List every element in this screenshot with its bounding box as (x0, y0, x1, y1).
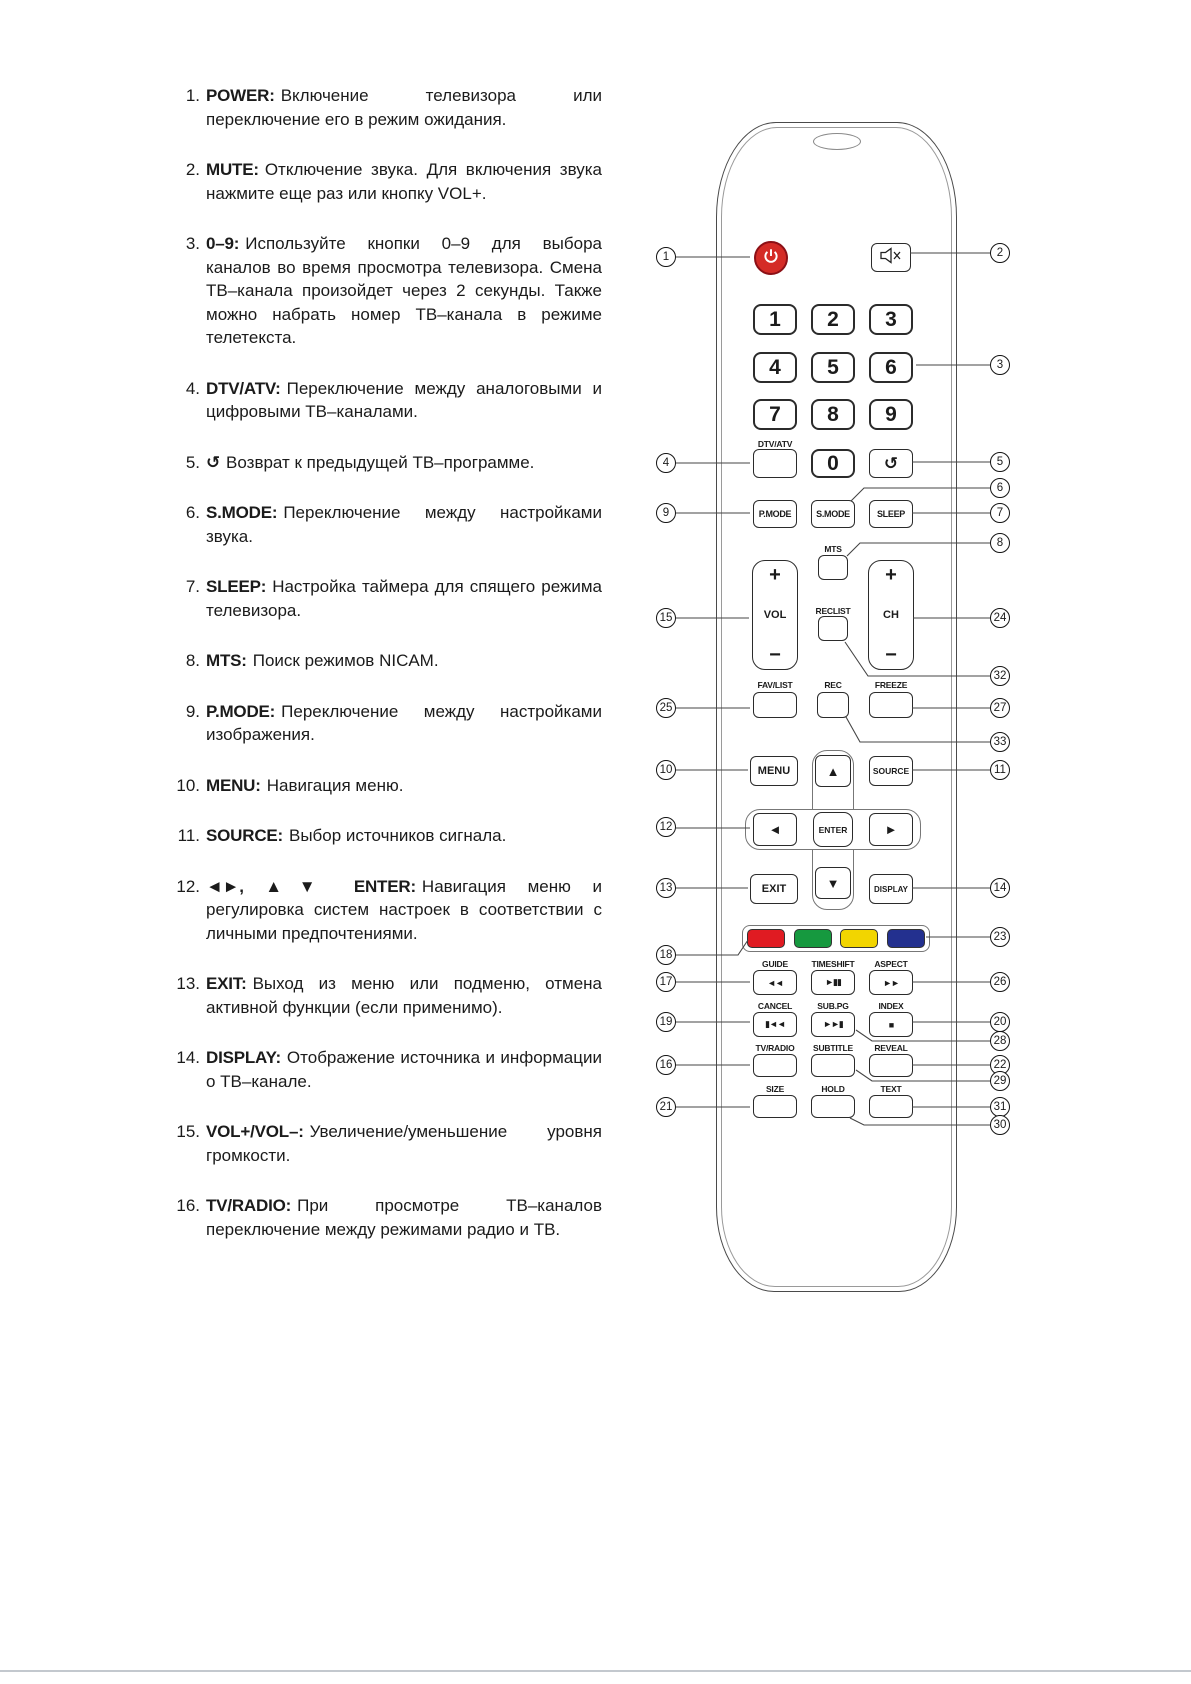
item-label: MENU: (206, 775, 261, 795)
item-desc: Отображение источника и информации о ТВ–канале. (206, 1048, 602, 1091)
enter-button: ENTER (813, 812, 853, 847)
rec-button (817, 692, 849, 718)
fast-forward-icon: ►► (883, 977, 899, 988)
arrow-up-button: ▲ (815, 755, 851, 787)
display-button: DISPLAY (869, 874, 913, 904)
index-button (869, 1012, 913, 1037)
item-number: 1. (185, 86, 200, 105)
timeshift-label: TIMESHIFT (811, 959, 855, 969)
callout-30: 30 (990, 1115, 1010, 1135)
ch-label: CH (883, 609, 899, 621)
item-label: DISPLAY: (206, 1048, 281, 1067)
item-desc: Навигация меню и регулировка систем настроек в соответствии с личными предпочтениями. (206, 876, 603, 943)
item-label: POWER: (206, 86, 275, 105)
callout-29: 29 (990, 1071, 1010, 1091)
digit-0-button: 0 (811, 449, 855, 478)
skip-forward-icon: ►►▮ (823, 1019, 843, 1029)
tv-radio-label: TV/RADIO (755, 1043, 795, 1053)
digit-3-button: 3 (869, 304, 913, 335)
list-item (170, 451, 602, 475)
item-desc: Выбор источников сигнала. (289, 826, 507, 845)
item-desc: Навигация меню. (266, 775, 404, 795)
callout-13: 13 (656, 878, 676, 898)
source-button: SOURCE (869, 756, 913, 786)
digit-7-button: 7 (753, 399, 797, 430)
vol-minus-label: − (769, 644, 781, 666)
vol-plus-label: + (769, 564, 781, 586)
reveal-label: REVEAL (874, 1043, 908, 1053)
callout-2: 2 (990, 243, 1010, 263)
item-number: 11. (177, 826, 200, 845)
item-number: 12. (176, 876, 200, 896)
callout-32: 32 (990, 666, 1010, 686)
vol-label: VOL (763, 609, 787, 621)
callout-26: 26 (990, 972, 1010, 992)
item-label: P.MODE: (206, 701, 276, 721)
dtv-atv-label: DTV/ATV (757, 439, 793, 449)
favlist-label: FAV/LIST (757, 680, 793, 690)
mts-button (818, 555, 848, 580)
item-desc: Увеличение/уменьшение уровня громкости. (206, 1122, 602, 1165)
stop-icon: ■ (888, 1019, 894, 1030)
remote-control-diagram (716, 122, 957, 1292)
freeze-button (869, 692, 913, 718)
item-label: 0–9: (206, 234, 240, 253)
item-label: MTS: (206, 651, 247, 670)
dtv-atv-button (753, 449, 797, 478)
item-label: MUTE: (206, 160, 259, 179)
item-desc: Настройка таймера для спящего режима телевизора. (206, 577, 602, 620)
subpg-label: SUB.PG (817, 1001, 849, 1011)
ch-plus-label: + (885, 564, 897, 586)
item-number: 6. (185, 503, 200, 522)
cancel-label: CANCEL (757, 1001, 793, 1011)
item-desc: Отключение звука. Для включения звука нажмите еще раз или кнопку VOL+. (206, 160, 602, 203)
list-item (170, 377, 602, 424)
item-desc: Выход из меню или подменю, отмена активной функции (если применимо). (206, 974, 602, 1017)
power-icon (762, 247, 780, 270)
hold-label: HOLD (821, 1084, 845, 1094)
favlist-button (753, 692, 797, 718)
callout-17: 17 (656, 972, 676, 992)
list-item (170, 1194, 602, 1241)
item-number: 13. (176, 974, 200, 993)
item-label: SLEEP: (206, 577, 267, 596)
callout-9: 9 (656, 503, 676, 523)
item-desc: Возврат к предыдущей ТВ–программе. (226, 452, 535, 472)
play-pause-icon: ►▮▮ (825, 977, 841, 987)
recall-icon: ↺ (206, 452, 221, 472)
callout-19: 19 (656, 1012, 676, 1032)
mute-icon (879, 247, 903, 269)
list-item (170, 501, 602, 548)
item-label: EXIT: (206, 974, 247, 993)
subtitle-button (811, 1054, 855, 1077)
list-item (170, 232, 602, 350)
list-item (170, 649, 602, 673)
list-item (170, 84, 602, 131)
item-desc: При просмотре ТВ–каналов переключение между режимами радио и ТВ. (206, 1196, 602, 1239)
list-item (170, 875, 602, 946)
ch-minus-label: − (885, 644, 897, 666)
item-number: 14. (176, 1048, 200, 1067)
item-number: 16. (176, 1196, 200, 1215)
item-number: 7. (185, 577, 200, 596)
tv-radio-button (753, 1054, 797, 1077)
list-item (170, 1046, 602, 1093)
timeshift-button (811, 970, 855, 995)
aspect-label: ASPECT (874, 959, 908, 969)
list-item (170, 575, 602, 622)
mts-label: MTS (824, 544, 842, 554)
digit-1-button: 1 (753, 304, 797, 335)
digit-6-button: 6 (869, 352, 913, 383)
item-label: S.MODE: (206, 503, 278, 522)
rewind-icon: ◄◄ (767, 977, 783, 988)
callout-22: 22 (990, 1055, 1010, 1075)
list-item (170, 700, 602, 747)
item-number: 3. (185, 234, 200, 253)
callout-16: 16 (656, 1055, 676, 1075)
callout-24: 24 (990, 608, 1010, 628)
skip-back-icon: ▮◄◄ (765, 1019, 785, 1029)
text-label: TEXT (880, 1084, 902, 1094)
aspect-button (869, 970, 913, 995)
item-desc: Переключение между аналоговыми и цифровыми ТВ–каналами. (206, 378, 602, 421)
item-label: DTV/ATV: (206, 378, 281, 398)
item-desc: Поиск режимов NICAM. (252, 651, 439, 670)
callout-28: 28 (990, 1031, 1010, 1051)
digit-5-button: 5 (811, 352, 855, 383)
list-item (170, 824, 602, 848)
sleep-button: SLEEP (869, 500, 913, 528)
hold-button (811, 1095, 855, 1118)
callout-14: 14 (990, 878, 1010, 898)
page-bottom-edge (0, 1670, 1191, 1672)
callout-25: 25 (656, 698, 676, 718)
digit-8-button: 8 (811, 399, 855, 430)
reveal-button (869, 1054, 913, 1077)
exit-button: EXIT (750, 874, 798, 904)
smode-button: S.MODE (811, 500, 855, 528)
subpg-button (811, 1012, 855, 1037)
callout-11: 11 (990, 760, 1010, 780)
callout-20: 20 (990, 1012, 1010, 1032)
guide-button (753, 970, 797, 995)
channel-rocker (868, 560, 914, 670)
callout-31: 31 (990, 1097, 1010, 1117)
item-desc: Используйте кнопки 0–9 для выбора каналов во время просмотра телевизора. Смена ТВ–канала произойдет через 2 секунды. Также можно набрать номер ТВ–канала в режиме телетекста. (206, 234, 602, 347)
arrow-left-button: ◄ (753, 813, 797, 846)
rec-label: REC (824, 680, 842, 690)
digit-2-button: 2 (811, 304, 855, 335)
blue-button (887, 929, 925, 948)
item-number: 5. (185, 452, 200, 472)
list-item (170, 158, 602, 205)
list-item (170, 1120, 602, 1167)
cancel-button (753, 1012, 797, 1037)
digit-9-button: 9 (869, 399, 913, 430)
callout-23: 23 (990, 927, 1010, 947)
recall-button: ↺ (869, 449, 913, 478)
item-number: 8. (185, 651, 200, 670)
list-item (170, 774, 602, 798)
item-label: VOL+/VOL–: (206, 1122, 304, 1141)
callout-33: 33 (990, 732, 1010, 752)
guide-label: GUIDE (762, 959, 788, 969)
subtitle-label: SUBTITLE (813, 1043, 853, 1053)
arrow-down-button: ▼ (815, 867, 851, 899)
item-number: 10. (176, 775, 200, 795)
callout-3: 3 (990, 355, 1010, 375)
instructions-list (170, 84, 602, 1268)
pmode-button: P.MODE (753, 500, 797, 528)
callout-27: 27 (990, 698, 1010, 718)
menu-button: MENU (750, 756, 798, 786)
item-desc: Переключение между настройками звука. (206, 503, 602, 546)
item-number: 4. (185, 378, 200, 398)
ir-window (813, 133, 861, 150)
callout-1: 1 (656, 247, 676, 267)
item-label: ◄►, ▲▼ ENTER: (206, 876, 416, 896)
text-button (869, 1095, 913, 1118)
size-button (753, 1095, 797, 1118)
size-label: SIZE (765, 1084, 785, 1094)
callout-10: 10 (656, 760, 676, 780)
item-desc: Включение телевизора или переключение его в режим ожидания. (206, 86, 602, 129)
yellow-button (840, 929, 878, 948)
callout-12: 12 (656, 817, 676, 837)
callout-8: 8 (990, 533, 1010, 553)
callout-21: 21 (656, 1097, 676, 1117)
freeze-label: FREEZE (874, 680, 908, 690)
index-label: INDEX (878, 1001, 904, 1011)
item-desc: Переключение между настройками изображения. (206, 701, 602, 744)
item-number: 9. (185, 701, 200, 721)
callout-18: 18 (656, 945, 676, 965)
list-item (170, 972, 602, 1019)
digit-4-button: 4 (753, 352, 797, 383)
power-button (754, 241, 788, 275)
item-label: SOURCE: (206, 826, 283, 845)
volume-rocker (752, 560, 798, 670)
green-button (794, 929, 832, 948)
item-number: 2. (185, 160, 200, 179)
item-number: 15. (176, 1122, 200, 1141)
callout-4: 4 (656, 453, 676, 473)
callout-7: 7 (990, 503, 1010, 523)
arrow-right-button: ► (869, 813, 913, 846)
callout-5: 5 (990, 452, 1010, 472)
callout-15: 15 (656, 608, 676, 628)
reclist-button (818, 616, 848, 641)
callout-6: 6 (990, 478, 1010, 498)
red-button (747, 929, 785, 948)
mute-button (871, 243, 911, 272)
item-label: TV/RADIO: (206, 1196, 292, 1215)
reclist-label: RECLIST (815, 606, 851, 616)
